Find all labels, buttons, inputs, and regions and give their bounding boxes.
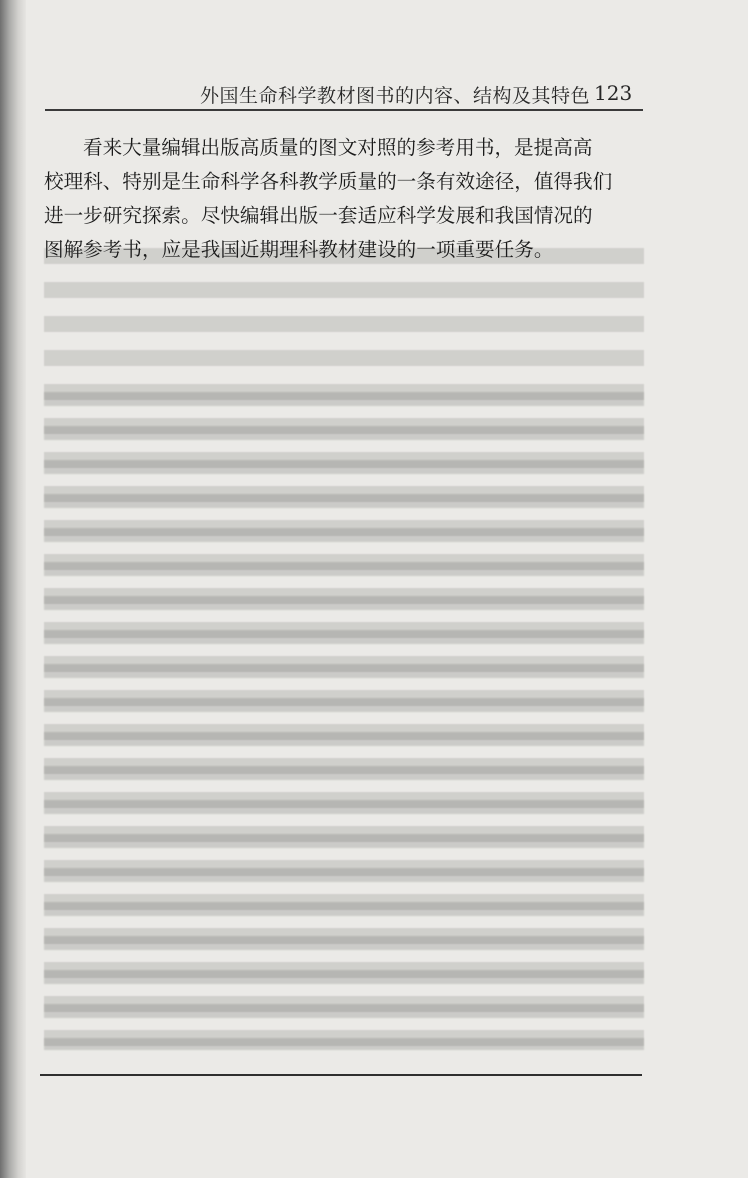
body-line-4: 图解参考书，应是我国近期理科教材建设的一项重要任务。: [44, 238, 554, 261]
body-line-2: 校理科、特别是生命科学各科教学质量的一条有效途径，值得我们: [44, 170, 613, 193]
body-line-1: 看来大量编辑出版高质量的图文对照的参考用书，是提高高: [83, 136, 593, 159]
show-through-text-dark: [44, 380, 644, 1050]
body-line-3: 进一步研究探索。尽快编辑出版一套适应科学发展和我国情况的: [44, 204, 593, 227]
footer-rule: [40, 1074, 642, 1076]
header-rule: [45, 109, 643, 111]
body-paragraph: [44, 131, 644, 267]
page-gutter-shadow: [0, 0, 26, 1178]
page-number: 123: [594, 81, 633, 105]
running-head: 外国生命科学教材图书的内容、结构及其特色: [200, 85, 591, 107]
